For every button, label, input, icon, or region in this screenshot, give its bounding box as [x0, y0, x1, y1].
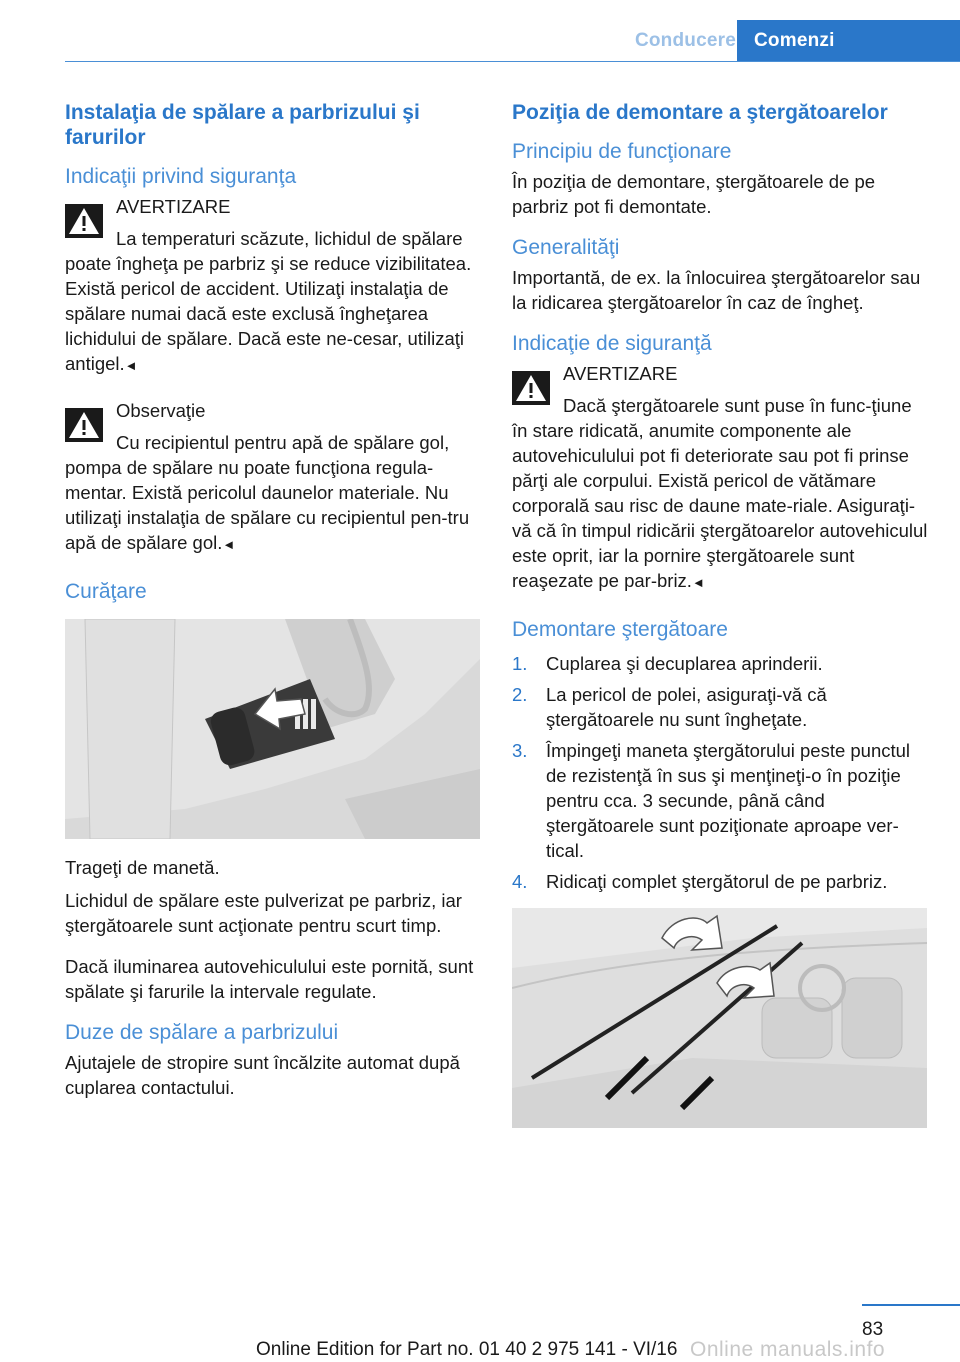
warning-block-empty-reservoir — [65, 398, 483, 557]
nozzles-heading: Duze de spălare a parbrizului — [65, 1021, 339, 1044]
headlights-wash-text: Dacă iluminarea autovehiculului este pornită, sunt spălate şi farurile la intervale regulate. — [65, 956, 474, 1002]
right-column — [512, 100, 930, 1128]
warning-icon — [512, 371, 550, 405]
warning-block-antifreeze — [65, 194, 483, 378]
end-mark: ◄ — [691, 575, 705, 590]
note-text: Cu recipientul pentru apă de spălare gol, pompa de spălare nu poate funcţiona regula‐mentar. Există pericolul daunelor materiale. Nu utilizaţi instalaţia de spălare cu recipientul pen‐tru apă de spălare gol.◄ — [65, 432, 470, 553]
warning-icon — [65, 408, 103, 442]
page-number: 83 — [862, 1319, 884, 1340]
edition-footer: Online Edition for Part no. 01 40 2 975 141 - VI/16 — [256, 1339, 678, 1360]
tab-conducere[interactable]: Conducere — [634, 30, 736, 51]
page-header — [0, 0, 960, 62]
watermark: Online manuals.info — [690, 1338, 886, 1361]
general-heading: Generalităţi — [512, 236, 620, 259]
warning-text: Dacă ştergătoarele sunt puse în func‐ţiune în stare ridicată, anumite componente ale autovehiculului pot fi deteriorate sau pot fi prinse părţi ale corpului. Există pericol de vătămare corporală sau risc de daune mate‐riale. Asiguraţi-vă că în timpul ridicării ştergătoarelor autovehiculul este oprit, iar la pornire ştergătoarele sunt reaşezate pe par‐briz.◄ — [512, 395, 928, 591]
principle-heading: Principiu de funcţionare — [512, 140, 732, 163]
warning-text: La temperaturi scăzute, lichidul de spălare poate îngheţa pe parbriz şi se reduce vizibilitatea. Există pericol de accident. Utilizaţi instalaţia de spălare numai dacă este exclusă îngheţarea lichidului de spălare. Dacă este ne‐cesar, utilizaţi antigel.◄ — [65, 228, 472, 374]
fluid-sprayed-text: Lichidul de spălare este pulverizat pe parbriz, iar ştergătoarele sunt acţionate pentru scurt timp. — [65, 890, 462, 936]
safety-heading: Indicaţii privind siguranţa — [65, 165, 297, 188]
nozzles-text: Ajutajele de stropire sunt încălzite automat după cuplarea contactului. — [65, 1052, 460, 1098]
cleaning-heading: Curăţare — [65, 580, 147, 603]
header-divider — [65, 61, 960, 62]
tab-comenzi[interactable]: Comenzi — [737, 20, 960, 62]
wipers-photo-graphic — [512, 908, 927, 1128]
left-column — [65, 100, 483, 1100]
page-number-rule — [862, 1304, 960, 1306]
pull-lever-text: Trageţi de manetă. — [65, 857, 220, 878]
warning-icon — [65, 204, 103, 238]
warning-block-raised-wipers — [512, 361, 930, 595]
note-title: Observaţie — [116, 400, 206, 421]
lever-photo-graphic — [65, 619, 480, 839]
list-item: 1. Cuplarea şi decuplarea aprinderii. — [512, 653, 823, 674]
washer-section-title: Instalaţia de spălare a parbrizului şi farurilor — [65, 101, 420, 149]
end-mark: ◄ — [222, 537, 236, 552]
dismount-position-title: Poziţia de demontare a ştergătoarelor — [512, 101, 888, 124]
wipers-raised-illustration — [512, 908, 927, 1128]
safety-heading-right: Indicaţie de siguranţă — [512, 332, 712, 355]
wiper-lever-illustration — [65, 619, 480, 839]
general-text: Importantă, de ex. la înlocuirea ştergătoarelor sau la ridicarea ştergătoarelor în caz de îngheţ. — [512, 267, 921, 313]
list-item: 4. Ridicaţi complet ştergătorul de pe parbriz. — [512, 871, 888, 892]
principle-text: În poziţia de demontare, ştergătoarele de pe parbriz pot fi demontate. — [512, 171, 876, 217]
warning-title: AVERTIZARE — [563, 363, 678, 384]
warning-title: AVERTIZARE — [116, 196, 231, 217]
end-mark: ◄ — [124, 358, 138, 373]
dismount-heading: Demontare ştergătoare — [512, 618, 728, 641]
list-item: 3. Împingeţi maneta ştergătorului peste punctul de rezistenţă în sus şi menţineţi-o în poziţie pentru cca. 3 secunde, până când ştergătoarele sunt poziţionate aproape ver‐tical. — [512, 740, 911, 861]
list-item: 2. La pericol de polei, asiguraţi-vă că ştergătoarele nu sunt îngheţate. — [512, 684, 827, 730]
dismount-steps — [512, 651, 930, 894]
